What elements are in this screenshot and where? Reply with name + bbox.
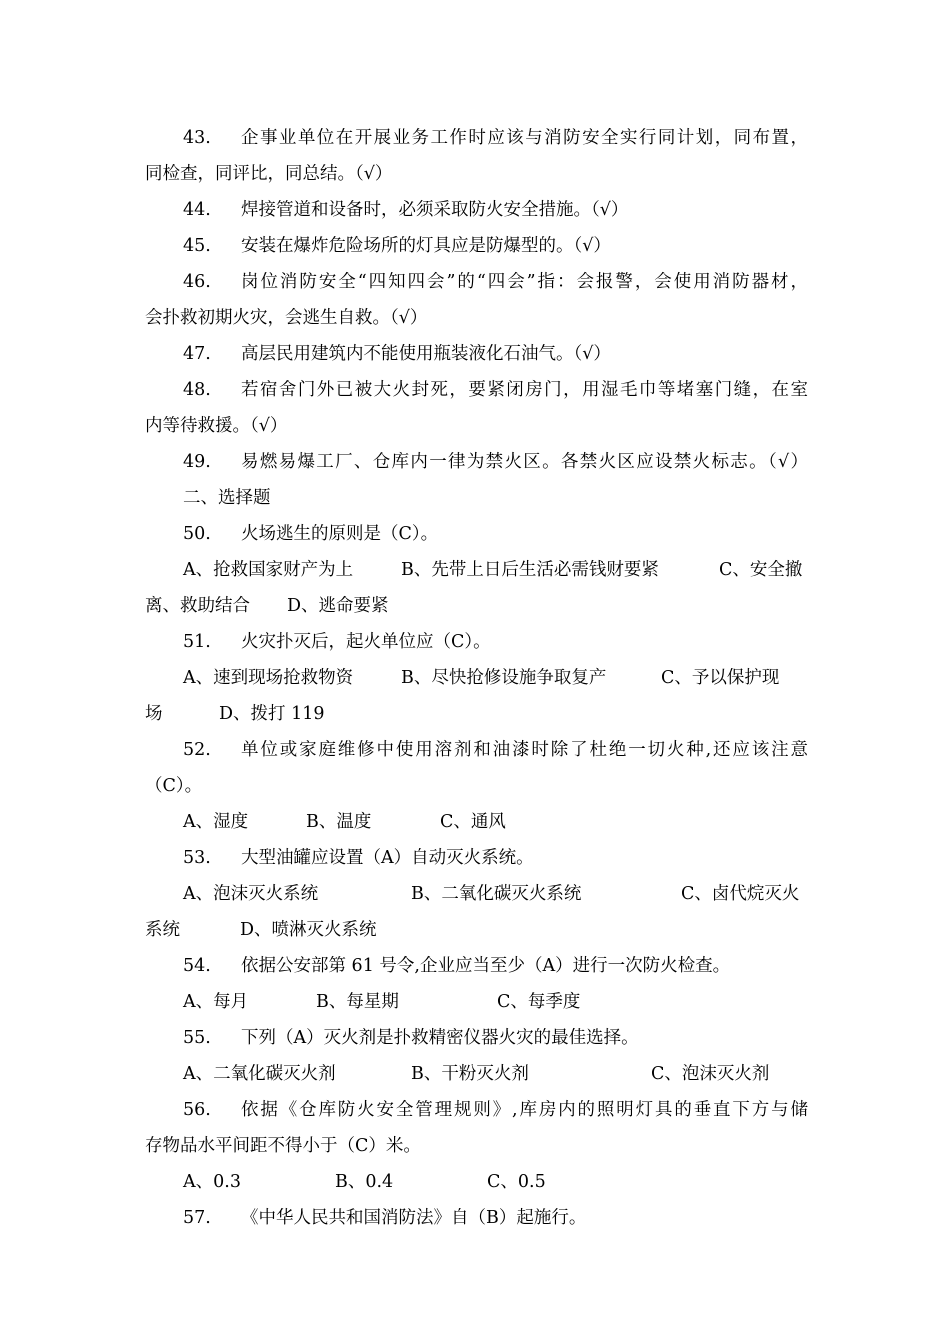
item-text-continued: 同检查，同评比，同总结。（√） xyxy=(145,164,393,184)
item-number: 48. xyxy=(183,380,211,400)
question-text: 火场逃生的原则是（C）。 xyxy=(241,524,439,544)
item-46 xyxy=(0,264,950,300)
option-b: B、二氧化碳灭火系统 xyxy=(411,884,582,904)
question-56-cont xyxy=(0,1128,950,1164)
question-53-options xyxy=(0,876,950,912)
question-number: 54. xyxy=(183,956,211,976)
option-c: C、通风 xyxy=(440,812,506,832)
option-b: B、先带上日后生活必需钱财要紧 xyxy=(401,560,659,580)
question-text: 依据《仓库防火安全管理规则》,库房内的照明灯具的垂直下方与储 xyxy=(241,1100,808,1120)
question-51-options-cont xyxy=(0,696,950,732)
option-c: C、0.5 xyxy=(487,1172,546,1192)
item-43 xyxy=(0,120,950,156)
question-50-options-cont xyxy=(0,588,950,624)
question-number: 52. xyxy=(183,740,211,760)
question-number: 55. xyxy=(183,1028,211,1048)
option-d: D、逃命要紧 xyxy=(287,596,389,616)
question-50-options xyxy=(0,552,950,588)
option-a: A、泡沫灭火系统 xyxy=(183,884,319,904)
option-a: A、湿度 xyxy=(183,812,249,832)
item-number: 47. xyxy=(183,344,211,364)
item-text: 易燃易爆工厂、仓库内一律为禁火区。各禁火区应设禁火标志。（√） xyxy=(241,452,808,472)
item-49 xyxy=(0,444,950,480)
item-46-cont xyxy=(0,300,950,336)
question-56 xyxy=(0,1092,950,1128)
question-text: 下列（A）灭火剂是扑救精密仪器火灾的最佳选择。 xyxy=(241,1028,639,1048)
option-c: C、泡沫灭火剂 xyxy=(651,1064,770,1084)
question-51-options xyxy=(0,660,950,696)
option-c-continued: 离、救助结合 xyxy=(145,596,250,616)
question-text: 大型油罐应设置（A）自动灭火系统。 xyxy=(241,848,534,868)
item-text: 高层民用建筑内不能使用瓶装液化石油气。（√） xyxy=(241,344,611,364)
question-51 xyxy=(0,624,950,660)
item-text: 若宿舍门外已被大火封死，要紧闭房门，用湿毛巾等堵塞门缝，在室 xyxy=(241,380,808,400)
item-48-cont xyxy=(0,408,950,444)
option-c-continued: 场 xyxy=(145,704,163,724)
question-54-options xyxy=(0,984,950,1020)
option-a: A、二氧化碳灭火剂 xyxy=(183,1064,336,1084)
option-a: A、速到现场抢救物资 xyxy=(183,668,354,688)
option-c: C、予以保护现 xyxy=(661,668,780,688)
item-text-continued: 会扑救初期火灾，会逃生自救。（√） xyxy=(145,308,428,328)
question-text: 依据公安部第 61 号令,企业应当至少（A）进行一次防火检查。 xyxy=(241,956,731,976)
question-57 xyxy=(0,1200,950,1236)
option-d: D、喷淋灭火系统 xyxy=(240,920,377,940)
item-text: 安装在爆炸危险场所的灯具应是防爆型的。（√） xyxy=(241,236,611,256)
question-52 xyxy=(0,732,950,768)
option-a: A、每月 xyxy=(183,992,249,1012)
question-number: 50. xyxy=(183,524,211,544)
option-a: A、0.3 xyxy=(183,1172,241,1192)
question-number: 51. xyxy=(183,632,211,652)
option-c: C、卤代烷灭火 xyxy=(681,884,800,904)
option-c: C、每季度 xyxy=(497,992,581,1012)
question-number: 53. xyxy=(183,848,211,868)
question-54 xyxy=(0,948,950,984)
question-text: 火灾扑灭后，起火单位应（C）。 xyxy=(241,632,491,652)
question-50 xyxy=(0,516,950,552)
item-number: 44. xyxy=(183,200,211,220)
section-heading xyxy=(0,480,950,516)
question-text-continued: 存物品水平间距不得小于（C）米。 xyxy=(145,1136,421,1156)
item-text: 企事业单位在开展业务工作时应该与消防安全实行同计划，同布置， xyxy=(241,128,808,148)
question-55-options xyxy=(0,1056,950,1092)
item-number: 43. xyxy=(183,128,211,148)
question-53-options-cont xyxy=(0,912,950,948)
item-text: 焊接管道和设备时，必须采取防火安全措施。（√） xyxy=(241,200,629,220)
item-47 xyxy=(0,336,950,372)
option-a: A、抢救国家财产为上 xyxy=(183,560,354,580)
option-b: B、每星期 xyxy=(316,992,399,1012)
item-number: 45. xyxy=(183,236,211,256)
option-c: C、安全撤 xyxy=(719,560,803,580)
option-b: B、0.4 xyxy=(335,1172,394,1192)
question-text: 单位或家庭维修中使用溶剂和油漆时除了杜绝一切火种,还应该注意 xyxy=(241,740,808,760)
item-45 xyxy=(0,228,950,264)
item-text-continued: 内等待救援。（√） xyxy=(145,416,288,436)
item-number: 49. xyxy=(183,452,211,472)
option-d: D、拨打 119 xyxy=(219,704,325,724)
question-53 xyxy=(0,840,950,876)
item-text: 岗位消防安全“四知四会”的“四会”指：会报警，会使用消防器材， xyxy=(241,272,808,292)
item-number: 46. xyxy=(183,272,211,292)
option-b: B、温度 xyxy=(306,812,372,832)
section-heading-text: 二、选择题 xyxy=(183,488,271,508)
question-number: 56. xyxy=(183,1100,211,1120)
item-43-cont xyxy=(0,156,950,192)
question-52-cont xyxy=(0,768,950,804)
question-56-options xyxy=(0,1164,950,1200)
question-text-continued: （C）。 xyxy=(145,776,203,796)
item-44 xyxy=(0,192,950,228)
item-48 xyxy=(0,372,950,408)
option-b: B、干粉灭火剂 xyxy=(411,1064,529,1084)
option-b: B、尽快抢修设施争取复产 xyxy=(401,668,607,688)
question-text: 《中华人民共和国消防法》自（B）起施行。 xyxy=(241,1208,587,1228)
question-number: 57. xyxy=(183,1208,211,1228)
option-c-continued: 系统 xyxy=(145,920,180,940)
question-52-options xyxy=(0,804,950,840)
question-55 xyxy=(0,1020,950,1056)
